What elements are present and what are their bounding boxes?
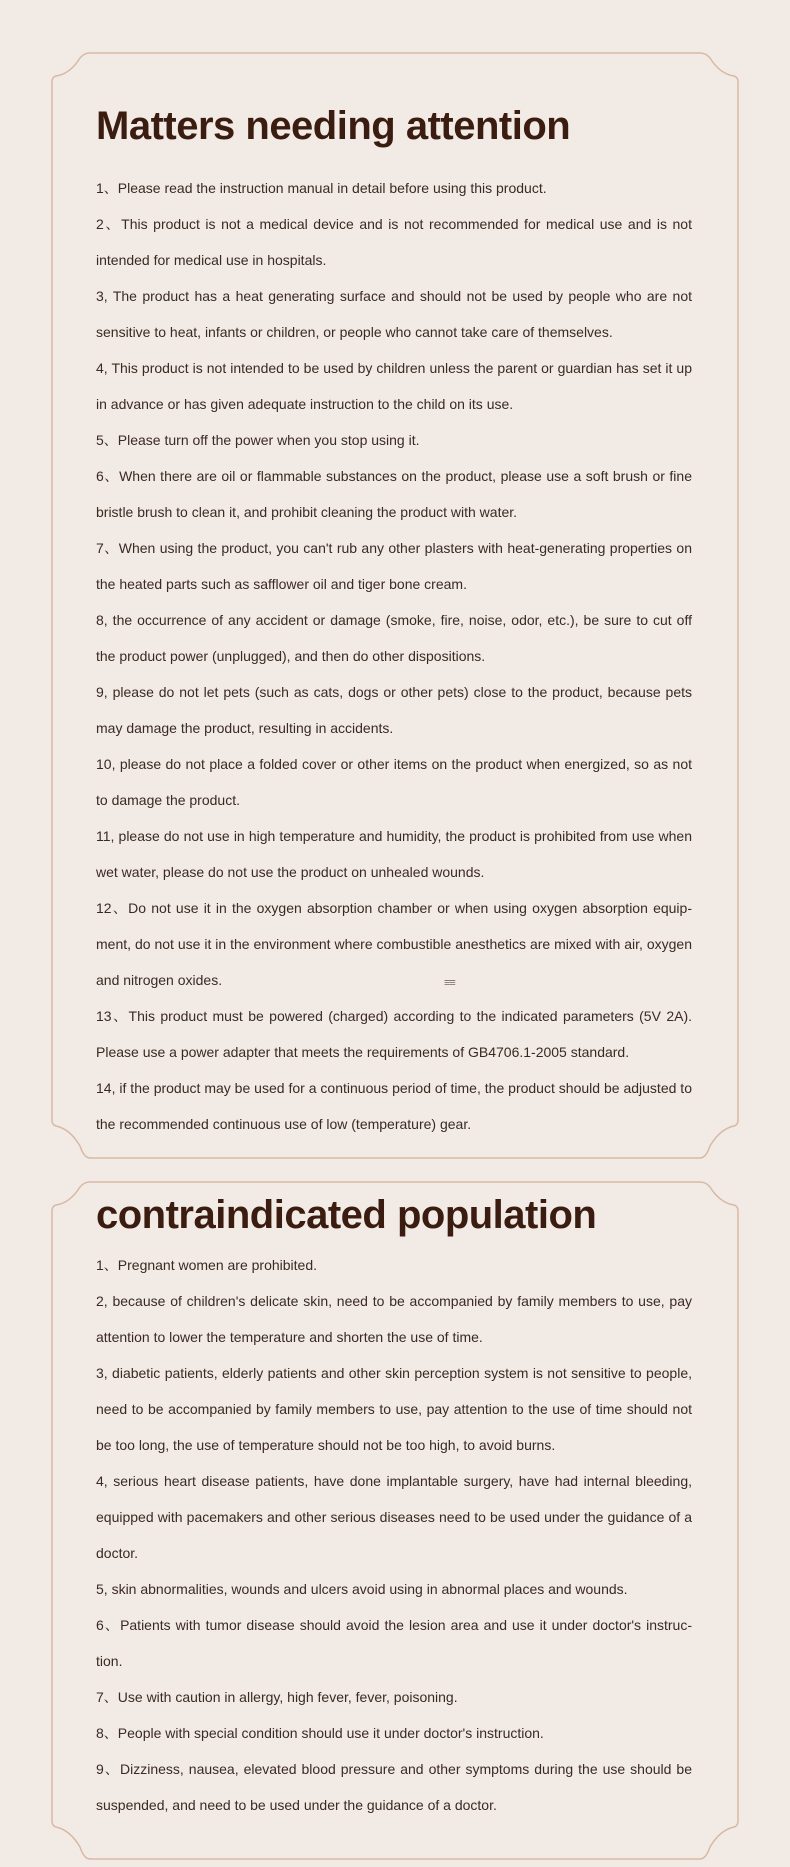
contraindicated-item-7: 7、Use with caution in allergy, high fever, fever, poisoning. [96, 1689, 458, 1705]
attention-item-8: 8, the occurrence of any accident or damage (smoke, fire, noise, odor, etc.), be sure to cut off the product power (unplugged), and then do other dispositions. [96, 612, 692, 664]
attention-item-2: 2、This product is not a medical device and is not recommended for medical use and is not intended for medical use in hospitals. [96, 216, 692, 268]
contraindicated-item-9: 9、Dizziness, nausea, elevated blood pressure and other symptoms during the use should be suspended, and need to be used under the guidance of a doctor. [96, 1761, 692, 1813]
attention-item-9: 9, please do not let pets (such as cats, dogs or other pets) close to the product, because pets may damage the product, resulting in accidents. [96, 684, 692, 736]
contraindicated-list [96, 1247, 692, 1823]
contraindicated-item-3: 3, diabetic patients, elderly patients and other skin perception system is not sensitive to people, need to be accompanied by family members to use, pay attention to the use of time should not be too long, the use of temperature should not be too high, to avoid burns. [96, 1365, 692, 1453]
attention-item-7: 7、When using the product, you can't rub any other plasters with heat-generating properties on the heated parts such as safflower oil and tiger bone cream. [96, 540, 692, 592]
attention-list [96, 170, 692, 1142]
contraindicated-item-2: 2, because of children's delicate skin, need to be accompanied by family members to use, pay attention to lower the temperature and shorten the use of time. [96, 1293, 692, 1345]
attention-item-3: 3, The product has a heat generating surface and should not be used by people who are not sensitive to heat, infants or children, or people who cannot take care of themselves. [96, 288, 692, 340]
attention-item-12: 12、Do not use it in the oxygen absorption chamber or when using oxygen absorption equip-ment, do not use it in the environment where combustible anesthetics are mixed with air, oxygen and nitrogen oxides. [96, 900, 692, 988]
contraindicated-item-8: 8、People with special condition should use it under doctor's instruction. [96, 1725, 544, 1741]
attention-item-11: 11, please do not use in high temperature and humidity, the product is prohibited from use when wet water, please do not use the product on unhealed wounds. [96, 828, 692, 880]
contraindicated-title: contraindicated population [96, 1193, 597, 1237]
contraindicated-item-4: 4, serious heart disease patients, have done implantable surgery, have had internal bleeding, equipped with pacemakers and other serious diseases need to be used under the guidance of a doctor. [96, 1473, 692, 1561]
attention-item-4: 4, This product is not intended to be used by children unless the parent or guardian has set it up in advance or has given adequate instruction to the child on its use. [96, 360, 692, 412]
attention-item-13: 13、This product must be powered (charged) according to the indicated parameters (5V 2A). Please use a power adapter that meets the requirements of GB4706.1-2005 standard. [96, 1008, 692, 1060]
contraindicated-item-6: 6、Patients with tumor disease should avoid the lesion area and use it under doctor's instruc-tion. [96, 1617, 692, 1669]
attention-item-10: 10, please do not place a folded cover or other items on the product when energized, so as not to damage the product. [96, 756, 692, 808]
stray-mark: ≡≡ [444, 977, 455, 989]
attention-item-14: 14, if the product may be used for a continuous period of time, the product should be adjusted to the recommended continuous use of low (temperature) gear. [96, 1080, 692, 1132]
contraindicated-item-1: 1、Pregnant women are prohibited. [96, 1257, 318, 1273]
attention-item-1: 1、Please read the instruction manual in detail before using this product. [96, 180, 547, 196]
attention-panel [0, 52, 790, 1160]
attention-item-5: 5、Please turn off the power when you stop using it. [96, 432, 420, 448]
contraindicated-item-5: 5, skin abnormalities, wounds and ulcers avoid using in abnormal places and wounds. [96, 1581, 628, 1597]
attention-item-6: 6、When there are oil or flammable substances on the product, please use a soft brush or fine bristle brush to clean it, and prohibit cleaning the product with water. [96, 468, 692, 520]
contraindicated-panel [0, 1181, 790, 1861]
attention-title: Matters needing attention [96, 104, 571, 148]
